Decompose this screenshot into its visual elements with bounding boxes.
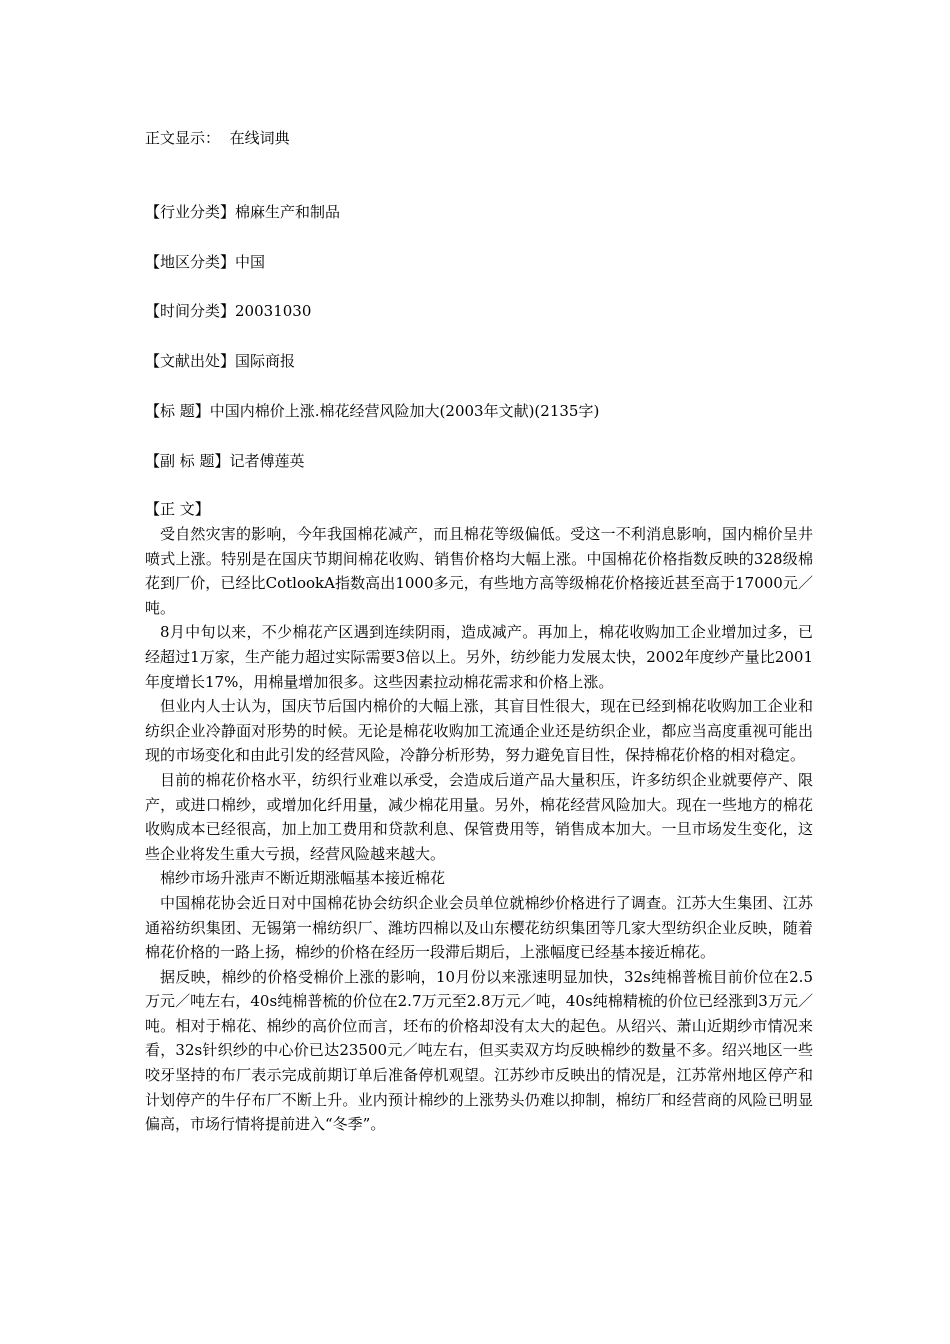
section-subheading: 棉纱市场升涨声不断近期涨幅基本接近棉花 (160, 869, 446, 888)
meta-source (145, 351, 295, 371)
meta-value: 国际商报 (235, 352, 296, 370)
meta-subtitle (145, 451, 305, 471)
meta-value: 棉麻生产和制品 (235, 203, 341, 221)
online-dictionary-link[interactable]: 在线词典 (229, 129, 290, 147)
meta-date (145, 301, 311, 321)
meta-title (145, 401, 599, 421)
meta-value: 20031030 (235, 302, 312, 320)
header-line (145, 128, 290, 148)
display-label: 正文显示： (145, 129, 221, 147)
meta-key: 【文献出处】 (145, 352, 236, 370)
meta-industry (145, 202, 340, 222)
article-body (145, 522, 813, 1137)
body-paragraph: 中国棉花协会近日对中国棉花协会纺织企业会员单位就棉纱价格进行了调查。江苏大生集团、江苏通裕纺织集团、无锡第一棉纺织厂、潍坊四棉以及山东樱花纺织集团等几家大型纺织企业反映，随着棉花价格的一路上扬，棉纱的价格在经历一段滞后期后，上涨幅度已经基本接近棉花。 (145, 893, 813, 962)
meta-key: 【行业分类】 (145, 203, 236, 221)
body-paragraph: 但业内人士认为，国庆节后国内棉价的大幅上涨，其盲目性很大，现在已经到棉花收购加工企业和纺织企业冷静面对形势的时候。无论是棉花收购加工流通企业还是纺织企业，都应当高度重视可能出现的市场变化和由此引发的经营风险，冷静分析形势，努力避免盲目性，保持棉花价格的相对稳定。 (145, 697, 813, 765)
body-label: 【正 文】 (145, 500, 210, 518)
meta-value: 记者傅莲英 (229, 452, 305, 470)
meta-region (145, 252, 265, 272)
meta-key: 【时间分类】 (145, 302, 236, 320)
meta-key: 【地区分类】 (145, 253, 236, 271)
meta-value: 中国 (235, 253, 266, 271)
meta-value: 中国内棉价上涨.棉花经营风险加大(2003年文献)(2135字) (209, 402, 600, 420)
meta-key: 【标 题】 (145, 402, 210, 420)
meta-key: 【副 标 题】 (145, 452, 230, 470)
body-paragraph: 目前的棉花价格水平，纺织行业难以承受，会造成后道产品大量积压，许多纺织企业就要停产、限产，或进口棉纱，或增加化纤用量，减少棉花用量。另外，棉花经营风险加大。现在一些地方的棉花收购成本已经很高，加上加工费用和贷款利息、保管费用等，销售成本加大。一旦市场发生变化，这些企业将发生重大亏损，经营风险越来越大。 (145, 770, 813, 863)
body-paragraph: 8月中旬以来，不少棉花产区遇到连续阴雨，造成减产。再加上，棉花收购加工企业增加过多，已经超过1万家，生产能力超过实际需要3倍以上。另外，纺纱能力发展太快，2002年度纱产量比2001年度增长17%，用棉量增加很多。这些因素拉动棉花需求和价格上涨。 (145, 623, 813, 691)
body-paragraph: 受自然灾害的影响，今年我国棉花减产，而且棉花等级偏低。受这一不利消息影响，国内棉价呈井喷式上涨。特别是在国庆节期间棉花收购、销售价格均大幅上涨。中国棉花价格指数反映的328级棉花到厂价，已经比CotlookA指数高出1000多元，有些地方高等级棉花价格接近甚至高于17000元／吨。 (145, 525, 813, 617)
body-paragraph: 据反映，棉纱的价格受棉价上涨的影响，10月份以来涨速明显加快，32s纯棉普梳目前价位在2.5万元／吨左右，40s纯棉普梳的价位在2.7万元至2.8万元／吨，40s纯棉精梳的价位已经涨到3万元／吨。相对于棉花、棉纱的高价位而言，坯布的价格却没有太大的起色。从绍兴、萧山近期纱市情况来看，32s针织纱的中心价已达23500元／吨左右，但买卖双方均反映棉纱的数量不多。绍兴地区一些咬牙坚持的布厂表示完成前期订单后准备停机观望。江苏纱市反映出的情况是，江苏常州地区停产和计划停产的牛仔布厂不断上升。业内预计棉纱的上涨势头仍难以抑制，棉纺厂和经营商的风险已明显偏高，市场行情将提前进入“冬季”。 (145, 967, 813, 1134)
